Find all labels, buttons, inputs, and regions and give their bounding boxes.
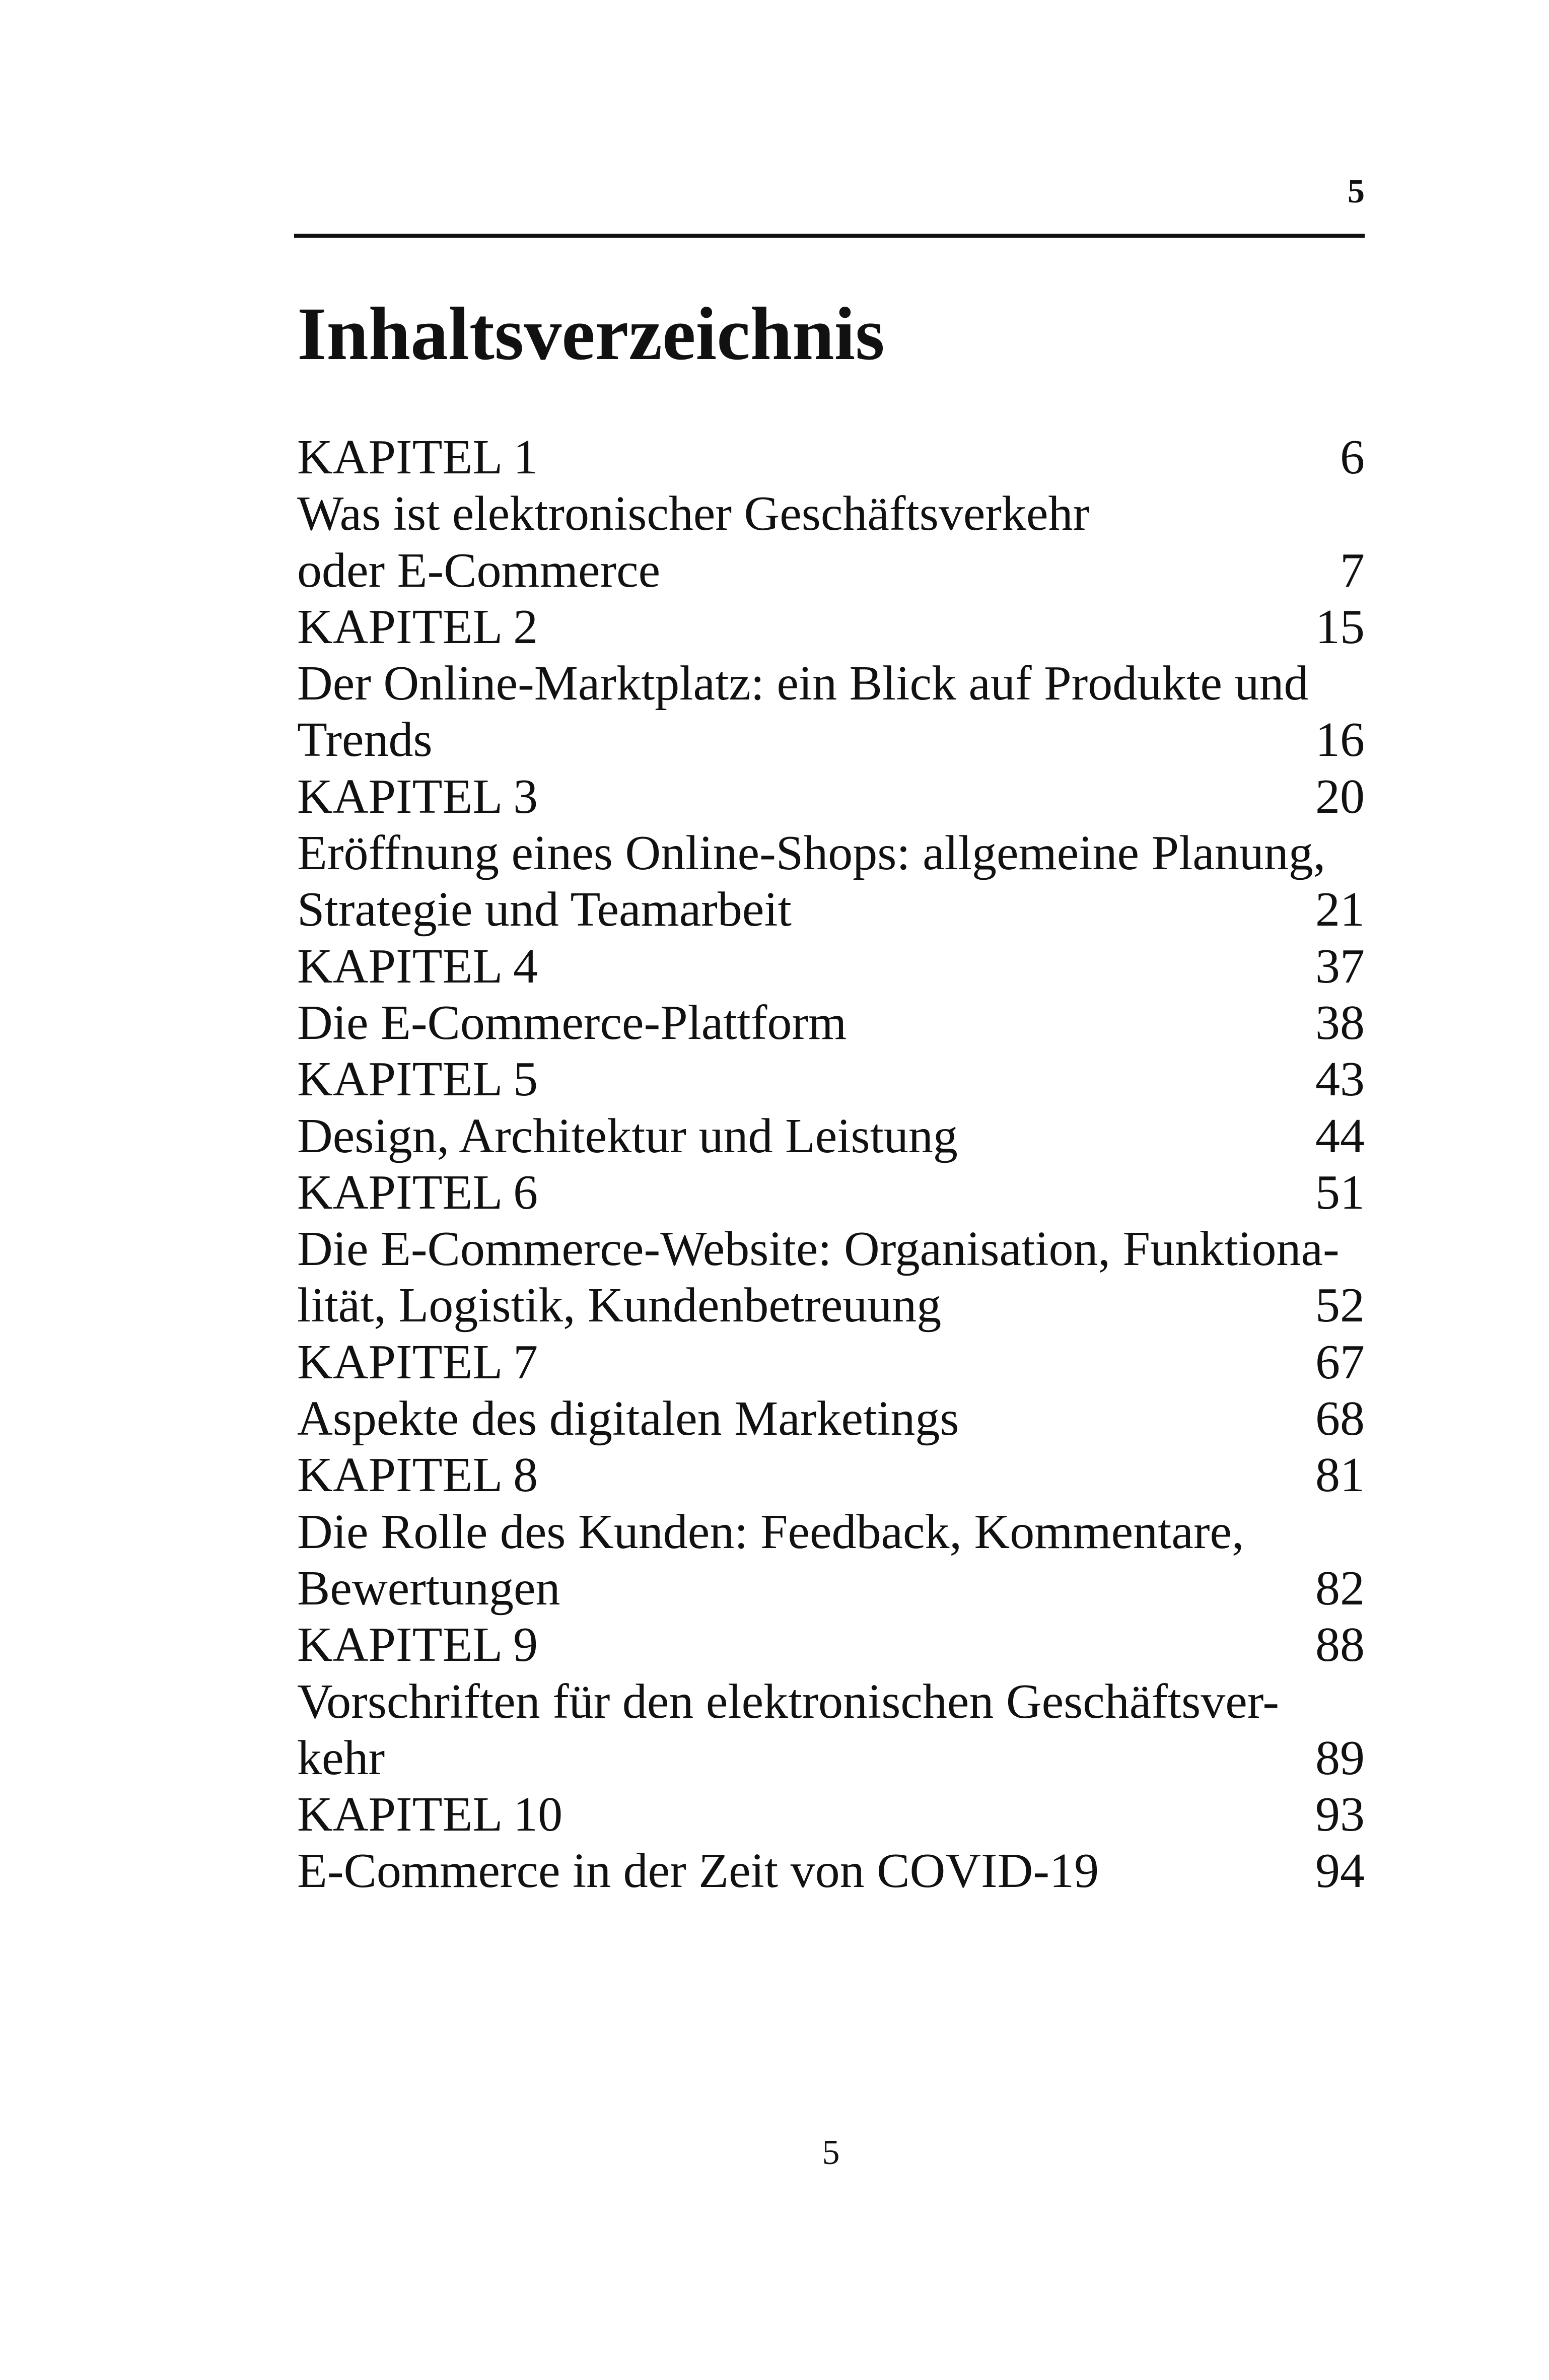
toc-entry-page: 51 — [1315, 1165, 1365, 1220]
toc-line — [297, 825, 1365, 881]
toc-entry-page: 89 — [1315, 1730, 1365, 1785]
toc-line — [297, 1221, 1365, 1277]
toc-entry-title: Aspekte des digitalen Marketings — [297, 1391, 959, 1446]
toc-entry-page: 21 — [1315, 882, 1365, 937]
toc-entry-page: 37 — [1315, 939, 1365, 994]
toc-entry[interactable] — [297, 825, 1365, 938]
toc-entry[interactable] — [297, 1334, 1365, 1390]
toc-line — [297, 1786, 1365, 1843]
toc-entry[interactable] — [297, 1390, 1365, 1447]
toc-entry-title: KAPITEL 1 — [297, 430, 538, 484]
toc-entry-page: 93 — [1315, 1787, 1365, 1842]
toc-entry-title: Trends — [297, 713, 433, 767]
toc-entry-title: lität, Logistik, Kundenbetreuung — [297, 1278, 942, 1333]
toc-entry-title: kehr — [297, 1730, 385, 1785]
toc-entry-page: 20 — [1315, 769, 1365, 824]
toc-entry-page: 81 — [1315, 1448, 1365, 1503]
toc-entry-title: KAPITEL 4 — [297, 939, 538, 994]
toc-entry-title: KAPITEL 6 — [297, 1165, 538, 1220]
toc-entry[interactable] — [297, 938, 1365, 995]
toc-entry-title: Der Online-Marktplatz: ein Blick auf Produkte und — [297, 656, 1309, 711]
toc-entry[interactable] — [297, 1786, 1365, 1843]
toc-entry-page: 16 — [1315, 713, 1365, 767]
toc-entry[interactable] — [297, 995, 1365, 1051]
toc-entry-page: 52 — [1315, 1278, 1365, 1333]
toc-entry[interactable] — [297, 429, 1365, 485]
toc-entry-title: Eröffnung eines Online-Shops: allgemeine Planung, — [297, 826, 1326, 881]
toc-entry-title: KAPITEL 3 — [297, 769, 538, 824]
toc-line — [297, 429, 1365, 485]
toc-entry-page: 94 — [1315, 1844, 1365, 1899]
header-rule — [294, 234, 1365, 238]
toc-entry-title: KAPITEL 5 — [297, 1052, 538, 1107]
toc-entry[interactable] — [297, 599, 1365, 655]
toc-line — [297, 1334, 1365, 1390]
toc-entry-page: 7 — [1340, 543, 1365, 598]
toc-line — [297, 1504, 1365, 1560]
toc-entry-title: Die Rolle des Kunden: Feedback, Kommentare, — [297, 1504, 1244, 1559]
toc-entry-page: 68 — [1315, 1391, 1365, 1446]
toc-entry[interactable] — [297, 1164, 1365, 1221]
toc-entry-page: 82 — [1315, 1561, 1365, 1616]
toc-line — [297, 881, 1365, 938]
toc-line — [297, 655, 1365, 712]
toc-line — [297, 1673, 1365, 1730]
toc-entry[interactable] — [297, 1221, 1365, 1334]
toc-entry-title: Die E-Commerce-Plattform — [297, 995, 847, 1050]
toc-line — [297, 768, 1365, 825]
toc-line — [297, 485, 1365, 542]
toc-entry[interactable] — [297, 655, 1365, 768]
toc-entry[interactable] — [297, 1504, 1365, 1617]
toc-entry-page: 44 — [1315, 1108, 1365, 1163]
toc-entry-title: oder E-Commerce — [297, 543, 661, 598]
toc-entry-page: 6 — [1340, 430, 1365, 484]
toc-line — [297, 995, 1365, 1051]
toc-line — [297, 542, 1365, 599]
toc-entry-title: KAPITEL 2 — [297, 599, 538, 654]
toc-entry-page: 15 — [1315, 599, 1365, 654]
toc-entry-title: KAPITEL 9 — [297, 1618, 538, 1672]
toc-line — [297, 1617, 1365, 1673]
toc-entry-title: KAPITEL 8 — [297, 1448, 538, 1503]
toc-entry-title: E-Commerce in der Zeit von COVID-19 — [297, 1844, 1099, 1899]
toc-entry-title: Was ist elektronischer Geschäftsverkehr — [297, 486, 1090, 541]
toc-line — [297, 712, 1365, 768]
toc-entry-title: Bewertungen — [297, 1561, 560, 1616]
toc-entry-title: Design, Architektur und Leistung — [297, 1108, 958, 1163]
toc-entry[interactable] — [297, 1108, 1365, 1164]
toc-line — [297, 1560, 1365, 1617]
toc-line — [297, 1051, 1365, 1107]
page-title: Inhaltsverzeichnis — [297, 292, 885, 376]
toc-entry-page: 38 — [1315, 995, 1365, 1050]
toc-entry-page: 67 — [1315, 1335, 1365, 1389]
toc-entry-title: Strategie und Teamarbeit — [297, 882, 792, 937]
toc-entry[interactable] — [297, 1673, 1365, 1787]
toc-entry-title: Die E-Commerce-Website: Organisation, Funktiona- — [297, 1222, 1340, 1277]
toc-line — [297, 938, 1365, 995]
toc-line — [297, 599, 1365, 655]
toc-entry-title: Vorschriften für den elektronischen Geschäftsver- — [297, 1674, 1280, 1729]
toc-line — [297, 1164, 1365, 1221]
toc-line — [297, 1108, 1365, 1164]
toc-entry-title: KAPITEL 7 — [297, 1335, 538, 1389]
toc-line — [297, 1277, 1365, 1334]
toc-entry[interactable] — [297, 1051, 1365, 1107]
toc-entry-page: 88 — [1315, 1618, 1365, 1672]
toc-line — [297, 1447, 1365, 1503]
toc-entry-title: KAPITEL 10 — [297, 1787, 563, 1842]
toc-line — [297, 1730, 1365, 1786]
table-of-contents — [297, 429, 1365, 1900]
toc-entry[interactable] — [297, 768, 1365, 825]
toc-entry[interactable] — [297, 1617, 1365, 1673]
toc-entry-page: 43 — [1315, 1052, 1365, 1107]
toc-line — [297, 1843, 1365, 1899]
header-page-number: 5 — [1348, 172, 1365, 210]
toc-line — [297, 1390, 1365, 1447]
toc-entry[interactable] — [297, 485, 1365, 599]
footer-page-number: 5 — [822, 2133, 840, 2172]
toc-entry[interactable] — [297, 1447, 1365, 1503]
toc-entry[interactable] — [297, 1843, 1365, 1899]
